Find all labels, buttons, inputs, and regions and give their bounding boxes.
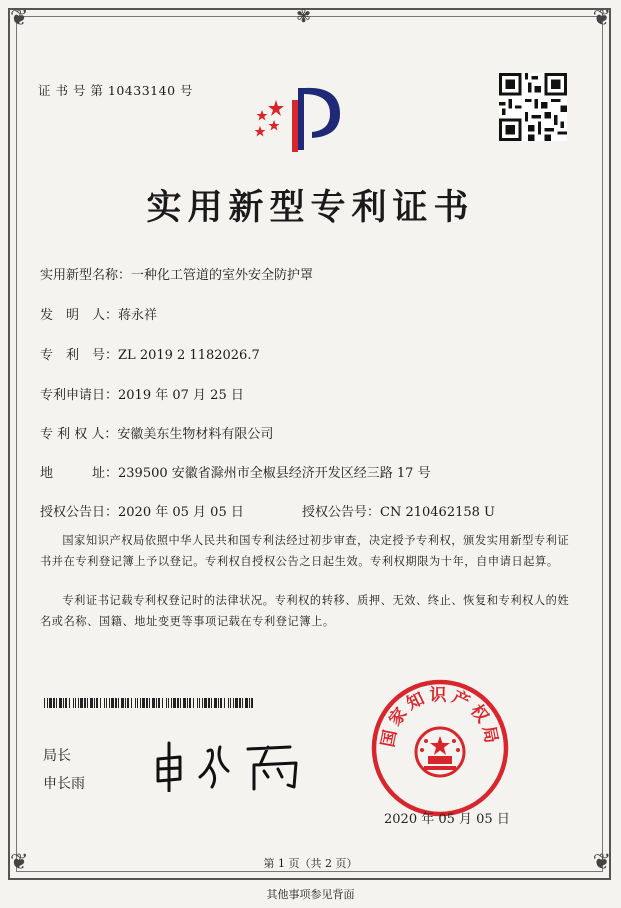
patent-number-value: ZL 2019 2 1182026.7 [118, 348, 260, 363]
legal-status-paragraph: 专利证书记载专利权登记时的法律状况。专利权的转移、质押、无效、终止、恢复和专利权人的姓名或名称、国籍、地址变更等事项记载在专利登记簿上。 [40, 594, 570, 628]
grant-date-value: 2020 年 05 月 05 日 [118, 505, 244, 520]
field-patent-number [40, 344, 260, 363]
top-center-ornament: ✾ [296, 6, 312, 27]
field-grant-date [40, 501, 244, 520]
corner-ornament-bottom-right: ❦ [592, 850, 611, 875]
patent-number-label: 专 利 号： [40, 348, 119, 363]
corner-ornament-top-right: ❦ [592, 6, 611, 31]
filing-date-value: 2019 年 07 月 25 日 [118, 388, 244, 403]
handwritten-signature [150, 737, 310, 792]
certificate-title: 实用新型专利证书 [146, 188, 475, 228]
inventor-label: 发 明 人： [40, 308, 119, 323]
utility-model-name-label: 实用新型名称： [40, 268, 132, 283]
signatory-name: 申长雨 [43, 776, 85, 792]
corner-ornament-top-left: ❦ [10, 6, 29, 31]
field-inventor [40, 304, 157, 323]
barcode [44, 698, 254, 708]
seal-text: 国家知识产权局 [378, 685, 502, 749]
seal-date: 2020 年 05 月 05 日 [384, 812, 510, 827]
official-seal [370, 678, 510, 818]
corner-ornament-bottom-left: ❦ [10, 850, 29, 875]
patentee-label: 专 利 权 人： [40, 427, 118, 442]
page-number: 第 1 页（共 2 页） [263, 857, 358, 870]
address-value: 239500 安徽省滁州市全椒县经济开发区经三路 17 号 [118, 466, 431, 481]
utility-model-name-value: 一种化工管道的室外安全防护罩 [131, 268, 314, 283]
field-grant-number [302, 501, 495, 520]
field-patentee [40, 423, 273, 442]
filing-date-label: 专利申请日： [40, 388, 119, 403]
field-address [40, 462, 431, 481]
field-filing-date [40, 384, 244, 403]
footer-note: 其他事项参见背面 [266, 888, 355, 901]
certificate-number: 证 书 号 第 10433140 号 [38, 83, 193, 98]
qr-code [499, 73, 567, 141]
patent-office-logo [248, 80, 358, 156]
field-utility-model-name [40, 264, 313, 283]
grant-date-label: 授权公告日： [40, 505, 119, 520]
patentee-value: 安徽美东生物材料有限公司 [117, 427, 274, 442]
inventor-value: 蒋永祥 [118, 308, 158, 323]
signatory-title: 局长 [43, 748, 71, 764]
grant-number-label: 授权公告号： [302, 505, 381, 520]
grant-statement-paragraph: 国家知识产权局依照中华人民共和国专利法经过初步审查，决定授予专利权，颁发实用新型专利证书并在专利登记簿上予以登记。专利权自授权公告之日起生效。专利权期限为十年，自申请日起算。 [40, 534, 570, 568]
grant-number-value: CN 210462158 U [380, 505, 495, 520]
address-label: 地 址： [40, 466, 119, 481]
